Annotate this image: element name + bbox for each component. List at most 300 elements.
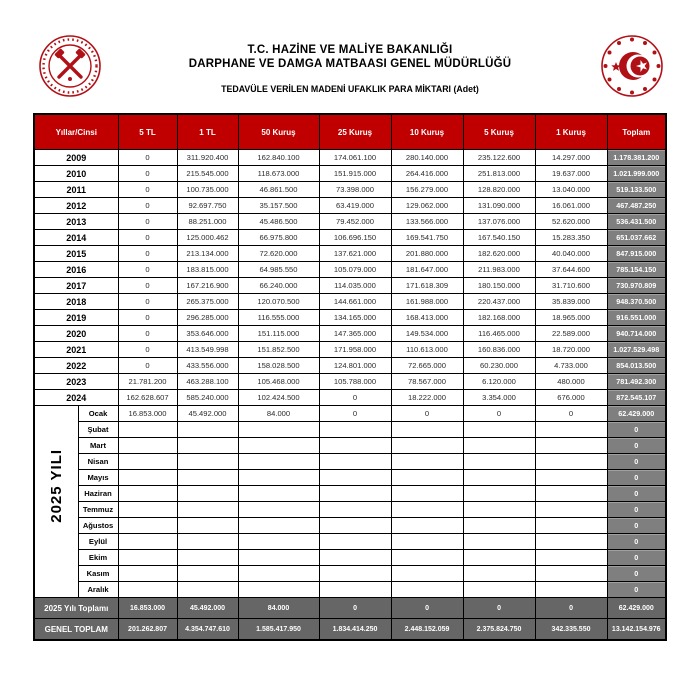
value-cell: 13.040.000 — [535, 182, 607, 198]
value-cell: 182.620.000 — [463, 246, 535, 262]
value-cell: 106.696.150 — [319, 230, 391, 246]
document-header — [0, 0, 698, 112]
column-header-denomination: 5 Kuruş — [463, 114, 535, 150]
value-cell: 162.628.607 — [118, 390, 177, 406]
value-cell: 183.815.000 — [177, 262, 238, 278]
month-label: Şubat — [78, 422, 118, 438]
value-cell: 60.230.000 — [463, 358, 535, 374]
directorate-title: DARPHANE VE DAMGA MATBAASI GENEL MÜDÜRLÜĞÜ — [188, 58, 512, 70]
row-total-cell: 0 — [607, 422, 666, 438]
month-row — [34, 566, 666, 582]
value-cell — [118, 566, 177, 582]
column-header-denomination: 10 Kuruş — [391, 114, 463, 150]
value-cell: 116.465.000 — [463, 326, 535, 342]
value-cell — [177, 518, 238, 534]
value-cell: 353.646.000 — [177, 326, 238, 342]
value-cell — [535, 454, 607, 470]
value-cell — [177, 438, 238, 454]
table-subtitle: TEDAVÜLE VERİLEN MADENİ UFAKLIK PARA MİKTARI (Adet) — [221, 84, 479, 94]
value-cell — [535, 550, 607, 566]
value-cell — [391, 454, 463, 470]
value-cell: 45.492.000 — [177, 406, 238, 422]
value-cell: 0 — [118, 310, 177, 326]
summary-value-cell: 1.834.414.250 — [319, 619, 391, 641]
value-cell: 105.468.000 — [238, 374, 319, 390]
value-cell: 167.216.900 — [177, 278, 238, 294]
value-cell: 158.028.500 — [238, 358, 319, 374]
value-cell — [535, 566, 607, 582]
value-cell — [391, 518, 463, 534]
row-total-cell: 730.970.809 — [607, 278, 666, 294]
year-label: 2010 — [34, 166, 118, 182]
value-cell: 128.820.000 — [463, 182, 535, 198]
value-cell: 676.000 — [535, 390, 607, 406]
value-cell: 0 — [118, 150, 177, 166]
value-cell — [319, 534, 391, 550]
value-cell: 168.413.000 — [391, 310, 463, 326]
month-label: Mayıs — [78, 470, 118, 486]
value-cell — [391, 486, 463, 502]
value-cell: 63.419.000 — [319, 198, 391, 214]
value-cell: 137.076.000 — [463, 214, 535, 230]
row-total-cell: 62.429.000 — [607, 406, 666, 422]
value-cell — [177, 454, 238, 470]
value-cell — [319, 454, 391, 470]
value-cell: 0 — [118, 198, 177, 214]
summary-value-cell: 84.000 — [238, 598, 319, 619]
value-cell — [391, 582, 463, 598]
value-cell — [238, 518, 319, 534]
value-cell: 78.567.000 — [391, 374, 463, 390]
value-cell: 0 — [118, 294, 177, 310]
month-label: Ağustos — [78, 518, 118, 534]
value-cell: 235.122.600 — [463, 150, 535, 166]
row-total-cell: 940.714.000 — [607, 326, 666, 342]
value-cell — [238, 566, 319, 582]
table-body — [34, 150, 666, 641]
grand-total-row — [34, 619, 666, 641]
value-cell: 151.115.000 — [238, 326, 319, 342]
grand-total-label: GENEL TOPLAM — [34, 619, 118, 641]
year-row — [34, 278, 666, 294]
value-cell: 0 — [118, 278, 177, 294]
year-row — [34, 262, 666, 278]
value-cell — [118, 534, 177, 550]
year-label: 2021 — [34, 342, 118, 358]
value-cell: 14.297.000 — [535, 150, 607, 166]
value-cell — [319, 566, 391, 582]
summary-value-cell: 201.262.807 — [118, 619, 177, 641]
value-cell — [118, 470, 177, 486]
value-cell: 149.534.000 — [391, 326, 463, 342]
value-cell — [391, 438, 463, 454]
value-cell — [535, 470, 607, 486]
value-cell — [238, 470, 319, 486]
row-total-cell: 0 — [607, 470, 666, 486]
summary-value-cell: 1.585.417.950 — [238, 619, 319, 641]
summary-value-cell: 0 — [319, 598, 391, 619]
value-cell: 0 — [118, 262, 177, 278]
value-cell: 116.555.000 — [238, 310, 319, 326]
value-cell: 19.637.000 — [535, 166, 607, 182]
value-cell — [238, 486, 319, 502]
month-row — [34, 582, 666, 598]
value-cell: 0 — [118, 182, 177, 198]
value-cell: 133.566.000 — [391, 214, 463, 230]
header-row — [34, 114, 666, 150]
year-row — [34, 374, 666, 390]
month-label: Eylül — [78, 534, 118, 550]
summary-value-cell: 4.354.747.610 — [177, 619, 238, 641]
year-label: 2016 — [34, 262, 118, 278]
column-header-denomination: 1 Kuruş — [535, 114, 607, 150]
value-cell: 129.062.000 — [391, 198, 463, 214]
value-cell: 585.240.000 — [177, 390, 238, 406]
value-cell — [177, 550, 238, 566]
value-cell: 15.283.350 — [535, 230, 607, 246]
value-cell: 105.788.000 — [319, 374, 391, 390]
value-cell: 134.165.000 — [319, 310, 391, 326]
value-cell: 156.279.000 — [391, 182, 463, 198]
row-total-cell: 0 — [607, 518, 666, 534]
year-label: 2018 — [34, 294, 118, 310]
month-label: Kasım — [78, 566, 118, 582]
year-row — [34, 230, 666, 246]
month-row — [34, 486, 666, 502]
value-cell: 18.965.000 — [535, 310, 607, 326]
row-total-cell: 519.133.500 — [607, 182, 666, 198]
summary-value-cell: 16.853.000 — [118, 598, 177, 619]
value-cell: 151.852.500 — [238, 342, 319, 358]
row-total-cell: 916.551.000 — [607, 310, 666, 326]
year-2025-group-cell — [34, 406, 78, 598]
value-cell — [463, 470, 535, 486]
value-cell: 463.288.100 — [177, 374, 238, 390]
month-label: Temmuz — [78, 502, 118, 518]
value-cell — [238, 582, 319, 598]
value-cell — [238, 422, 319, 438]
value-cell: 4.733.000 — [535, 358, 607, 374]
value-cell — [535, 534, 607, 550]
value-cell: 182.168.000 — [463, 310, 535, 326]
value-cell — [118, 454, 177, 470]
value-cell: 0 — [118, 246, 177, 262]
row-total-cell: 0 — [607, 582, 666, 598]
value-cell: 66.240.000 — [238, 278, 319, 294]
year-label: 2015 — [34, 246, 118, 262]
row-total-cell: 1.027.529.498 — [607, 342, 666, 358]
column-header-years: Yıllar/Cinsi — [34, 114, 118, 150]
value-cell: 0 — [118, 326, 177, 342]
value-cell — [535, 486, 607, 502]
value-cell: 215.545.000 — [177, 166, 238, 182]
value-cell — [391, 422, 463, 438]
value-cell — [463, 486, 535, 502]
ministry-title: T.C. HAZİNE VE MALİYE BAKANLIĞI — [247, 44, 453, 56]
row-total-cell: 467.487.250 — [607, 198, 666, 214]
month-label: Nisan — [78, 454, 118, 470]
value-cell: 22.589.000 — [535, 326, 607, 342]
value-cell — [535, 518, 607, 534]
value-cell: 181.647.000 — [391, 262, 463, 278]
value-cell: 125.000.462 — [177, 230, 238, 246]
value-cell: 137.621.000 — [319, 246, 391, 262]
value-cell: 160.836.000 — [463, 342, 535, 358]
value-cell — [463, 422, 535, 438]
row-total-cell: 1.178.381.200 — [607, 150, 666, 166]
value-cell: 37.644.600 — [535, 262, 607, 278]
value-cell: 280.140.000 — [391, 150, 463, 166]
value-cell — [177, 422, 238, 438]
value-cell: 31.710.600 — [535, 278, 607, 294]
value-cell — [238, 550, 319, 566]
value-cell — [535, 582, 607, 598]
year-label: 2020 — [34, 326, 118, 342]
value-cell: 45.486.500 — [238, 214, 319, 230]
hazine-maliye-logo-icon — [600, 34, 664, 98]
year-row — [34, 166, 666, 182]
value-cell: 16.061.000 — [535, 198, 607, 214]
value-cell — [118, 582, 177, 598]
year-row — [34, 326, 666, 342]
value-cell: 124.801.000 — [319, 358, 391, 374]
row-total-cell: 0 — [607, 454, 666, 470]
value-cell: 211.983.000 — [463, 262, 535, 278]
value-cell — [535, 502, 607, 518]
value-cell: 0 — [118, 214, 177, 230]
value-cell: 480.000 — [535, 374, 607, 390]
value-cell: 162.840.100 — [238, 150, 319, 166]
value-cell — [391, 566, 463, 582]
value-cell — [118, 422, 177, 438]
table-header-row — [34, 114, 666, 150]
value-cell — [319, 582, 391, 598]
value-cell: 296.285.000 — [177, 310, 238, 326]
value-cell — [118, 438, 177, 454]
row-total-cell: 847.915.000 — [607, 246, 666, 262]
value-cell: 35.839.000 — [535, 294, 607, 310]
summary-total-cell: 13.142.154.976 — [607, 619, 666, 641]
value-cell: 174.061.100 — [319, 150, 391, 166]
year-row — [34, 294, 666, 310]
year-label: 2011 — [34, 182, 118, 198]
value-cell: 52.620.000 — [535, 214, 607, 230]
value-cell: 102.424.500 — [238, 390, 319, 406]
value-cell — [463, 438, 535, 454]
value-cell — [238, 502, 319, 518]
value-cell: 131.090.000 — [463, 198, 535, 214]
value-cell: 3.354.000 — [463, 390, 535, 406]
value-cell: 251.813.000 — [463, 166, 535, 182]
year-row — [34, 342, 666, 358]
year-row — [34, 214, 666, 230]
value-cell: 167.540.150 — [463, 230, 535, 246]
value-cell: 88.251.000 — [177, 214, 238, 230]
value-cell — [118, 550, 177, 566]
value-cell: 16.853.000 — [118, 406, 177, 422]
value-cell — [319, 550, 391, 566]
value-cell: 0 — [118, 166, 177, 182]
value-cell: 100.735.000 — [177, 182, 238, 198]
value-cell: 0 — [319, 390, 391, 406]
row-total-cell: 651.037.662 — [607, 230, 666, 246]
value-cell: 18.720.000 — [535, 342, 607, 358]
value-cell — [319, 518, 391, 534]
value-cell: 64.985.550 — [238, 262, 319, 278]
value-cell: 213.134.000 — [177, 246, 238, 262]
summary-total-cell: 62.429.000 — [607, 598, 666, 619]
month-row — [34, 406, 666, 422]
month-row — [34, 502, 666, 518]
value-cell: 118.673.000 — [238, 166, 319, 182]
value-cell: 0 — [118, 230, 177, 246]
value-cell: 433.556.000 — [177, 358, 238, 374]
value-cell — [118, 502, 177, 518]
year-label: 2013 — [34, 214, 118, 230]
value-cell: 18.222.000 — [391, 390, 463, 406]
row-total-cell: 785.154.150 — [607, 262, 666, 278]
value-cell — [319, 422, 391, 438]
value-cell: 0 — [319, 406, 391, 422]
value-cell: 144.661.000 — [319, 294, 391, 310]
value-cell — [391, 470, 463, 486]
value-cell: 171.618.309 — [391, 278, 463, 294]
value-cell: 264.416.000 — [391, 166, 463, 182]
summary-value-cell: 2.375.824.750 — [463, 619, 535, 641]
value-cell — [319, 470, 391, 486]
value-cell: 0 — [463, 406, 535, 422]
year-label: 2017 — [34, 278, 118, 294]
value-cell — [463, 502, 535, 518]
month-label: Aralık — [78, 582, 118, 598]
value-cell: 40.040.000 — [535, 246, 607, 262]
column-header-denomination: 5 TL — [118, 114, 177, 150]
value-cell: 180.150.000 — [463, 278, 535, 294]
month-label: Ekim — [78, 550, 118, 566]
year-row — [34, 358, 666, 374]
value-cell: 0 — [535, 406, 607, 422]
value-cell — [118, 486, 177, 502]
value-cell: 79.452.000 — [319, 214, 391, 230]
month-row — [34, 422, 666, 438]
year-row — [34, 198, 666, 214]
column-header-denomination: 50 Kuruş — [238, 114, 319, 150]
year-label: 2022 — [34, 358, 118, 374]
month-row — [34, 518, 666, 534]
value-cell: 110.613.000 — [391, 342, 463, 358]
month-label: Mart — [78, 438, 118, 454]
value-cell: 413.549.998 — [177, 342, 238, 358]
summary-value-cell: 0 — [391, 598, 463, 619]
value-cell — [535, 422, 607, 438]
value-cell: 161.988.000 — [391, 294, 463, 310]
year-label: 2019 — [34, 310, 118, 326]
row-total-cell: 0 — [607, 534, 666, 550]
year-label: 2012 — [34, 198, 118, 214]
value-cell: 0 — [118, 358, 177, 374]
year-label: 2023 — [34, 374, 118, 390]
value-cell: 66.975.800 — [238, 230, 319, 246]
value-cell — [177, 470, 238, 486]
value-cell: 220.437.000 — [463, 294, 535, 310]
year-label: 2024 — [34, 390, 118, 406]
value-cell: 72.620.000 — [238, 246, 319, 262]
month-row — [34, 550, 666, 566]
value-cell — [319, 486, 391, 502]
value-cell — [535, 438, 607, 454]
value-cell — [391, 534, 463, 550]
row-total-cell: 536.431.500 — [607, 214, 666, 230]
year-row — [34, 150, 666, 166]
value-cell — [238, 454, 319, 470]
value-cell: 46.861.500 — [238, 182, 319, 198]
value-cell: 201.880.000 — [391, 246, 463, 262]
value-cell — [177, 534, 238, 550]
year-label: 2014 — [34, 230, 118, 246]
value-cell — [177, 502, 238, 518]
value-cell: 147.365.000 — [319, 326, 391, 342]
value-cell: 114.035.000 — [319, 278, 391, 294]
value-cell: 35.157.500 — [238, 198, 319, 214]
year-label: 2009 — [34, 150, 118, 166]
value-cell: 311.920.400 — [177, 150, 238, 166]
value-cell — [463, 550, 535, 566]
value-cell: 92.697.750 — [177, 198, 238, 214]
value-cell — [463, 582, 535, 598]
value-cell: 73.398.000 — [319, 182, 391, 198]
value-cell — [391, 502, 463, 518]
coin-circulation-table — [33, 113, 667, 641]
coin-table-container — [33, 113, 667, 641]
value-cell: 265.375.000 — [177, 294, 238, 310]
value-cell — [118, 518, 177, 534]
value-cell: 72.665.000 — [391, 358, 463, 374]
month-label: Haziran — [78, 486, 118, 502]
column-header-denomination: 1 TL — [177, 114, 238, 150]
year-row — [34, 246, 666, 262]
row-total-cell: 0 — [607, 438, 666, 454]
value-cell — [238, 534, 319, 550]
value-cell — [319, 438, 391, 454]
value-cell — [177, 582, 238, 598]
value-cell: 0 — [391, 406, 463, 422]
row-total-cell: 948.370.500 — [607, 294, 666, 310]
month-label: Ocak — [78, 406, 118, 422]
value-cell — [463, 454, 535, 470]
value-cell: 105.079.000 — [319, 262, 391, 278]
value-cell: 169.541.750 — [391, 230, 463, 246]
value-cell: 6.120.000 — [463, 374, 535, 390]
month-row — [34, 470, 666, 486]
row-total-cell: 781.492.300 — [607, 374, 666, 390]
row-total-cell: 0 — [607, 502, 666, 518]
value-cell — [463, 566, 535, 582]
darphane-logo-icon — [38, 34, 102, 98]
row-total-cell: 872.545.107 — [607, 390, 666, 406]
value-cell — [177, 486, 238, 502]
year-row — [34, 310, 666, 326]
row-total-cell: 0 — [607, 486, 666, 502]
row-total-cell: 854.013.500 — [607, 358, 666, 374]
summary-value-cell: 0 — [535, 598, 607, 619]
summary-value-cell: 45.492.000 — [177, 598, 238, 619]
document-titles — [120, 44, 580, 94]
month-row — [34, 454, 666, 470]
column-header-total: Toplam — [607, 114, 666, 150]
value-cell — [463, 518, 535, 534]
value-cell: 120.070.500 — [238, 294, 319, 310]
value-cell: 0 — [118, 342, 177, 358]
